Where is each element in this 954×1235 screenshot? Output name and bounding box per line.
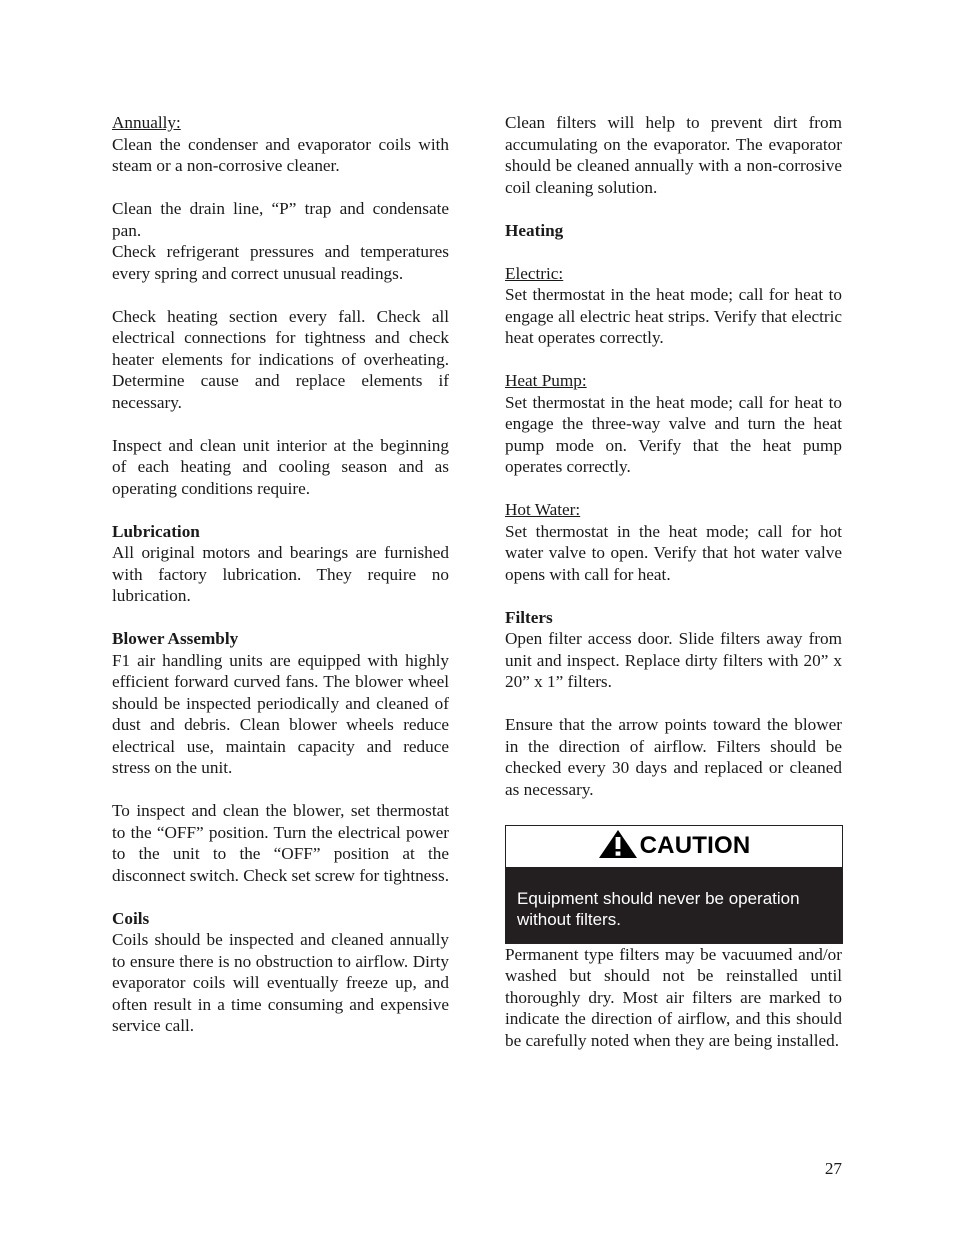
left-column bbox=[112, 112, 449, 1037]
heat-pump-text: Set thermostat in the heat mode; call for heat to engage the three-way valve and turn the heat pump mode on. Verify that the heat pump operates correctly. bbox=[505, 392, 842, 476]
lubrication-text: All original motors and bearings are furnished with factory lubrication. They require no lubrication. bbox=[112, 543, 449, 605]
caution-title: CAUTION bbox=[639, 832, 751, 860]
hot-water-heading: Hot Water: bbox=[505, 500, 581, 519]
filters-text: Open filter access door. Slide filters away from unit and inspect. Replace dirty filters with 20” x 20” x 1” filters. bbox=[505, 629, 842, 691]
blower-inspect-text: To inspect and clean the blower, set thermostat to the “OFF” position. Turn the electrical power to the unit to the “OFF” position at the disconnect switch. Check set screw for tightness. bbox=[112, 801, 449, 885]
page-number: 27 bbox=[824, 1159, 842, 1178]
coils-text: Coils should be inspected and cleaned annually to ensure there is no obstruction to airflow. Dirty evaporator coils will eventually freeze up, and often result in a time consuming and expensive service call. bbox=[112, 930, 449, 1035]
right-column bbox=[505, 112, 842, 1051]
caution-box bbox=[505, 825, 843, 944]
annually-heading: Annually: bbox=[112, 113, 181, 132]
permanent-filters-text: Permanent type filters may be vacuumed and/or washed but should not be reinstalled until thoroughly dry. Most air filters are marked to indicate the direction of airflow, and this should be carefully noted when they are being installed. bbox=[505, 944, 842, 1050]
electric-text: Set thermostat in the heat mode; call for heat to engage all electric heat strips. Verify that electric heat operates correctly. bbox=[505, 285, 842, 347]
blower-heading: Blower Assembly bbox=[112, 629, 239, 648]
warning-triangle-icon bbox=[598, 829, 638, 859]
lubrication-heading: Lubrication bbox=[112, 521, 200, 541]
caution-message: Equipment should never be operation without filters. bbox=[506, 867, 842, 943]
drain-text: Clean the drain line, “P” trap and condensate pan. bbox=[112, 199, 449, 240]
heating-check-text: Check heating section every fall. Check all electrical connections for tightness and check heater elements for indications of overheating. Determine cause and replace elements if necessary. bbox=[112, 306, 449, 412]
blower-text: F1 air handling units are equipped with highly efficient forward curved fans. The blower wheel should be inspected periodically and cleaned of dust and debris. Clean blower wheels reduce electrical use, maintain capacity and reduce stress on the unit. bbox=[112, 650, 449, 777]
filters-heading: Filters bbox=[505, 607, 553, 627]
heating-heading: Heating bbox=[505, 220, 564, 240]
coils-heading: Coils bbox=[112, 908, 150, 928]
annually-text: Clean the condenser and evaporator coils with steam or a non-corrosive cleaner. bbox=[112, 134, 449, 175]
hot-water-text: Set thermostat in the heat mode; call for hot water valve to open. Verify that hot water valve opens with call for heat. bbox=[505, 521, 842, 584]
arrow-text: Ensure that the arrow points toward the blower in the direction of airflow. Filters should be checked every 30 days and replaced or cleaned as necessary. bbox=[505, 715, 842, 799]
heat-pump-heading: Heat Pump: bbox=[505, 371, 587, 390]
electric-heading: Electric: bbox=[505, 263, 564, 283]
caution-header bbox=[506, 826, 842, 867]
clean-filters-text: Clean filters will help to prevent dirt from accumulating on the evaporator. The evaporator should be cleaned annually with a non-corrosive coil cleaning solution. bbox=[505, 113, 842, 197]
inspect-text: Inspect and clean unit interior at the beginning of each heating and cooling season and as operating conditions require. bbox=[112, 435, 449, 498]
refrigerant-text: Check refrigerant pressures and temperatures every spring and correct unusual readings. bbox=[112, 242, 449, 283]
